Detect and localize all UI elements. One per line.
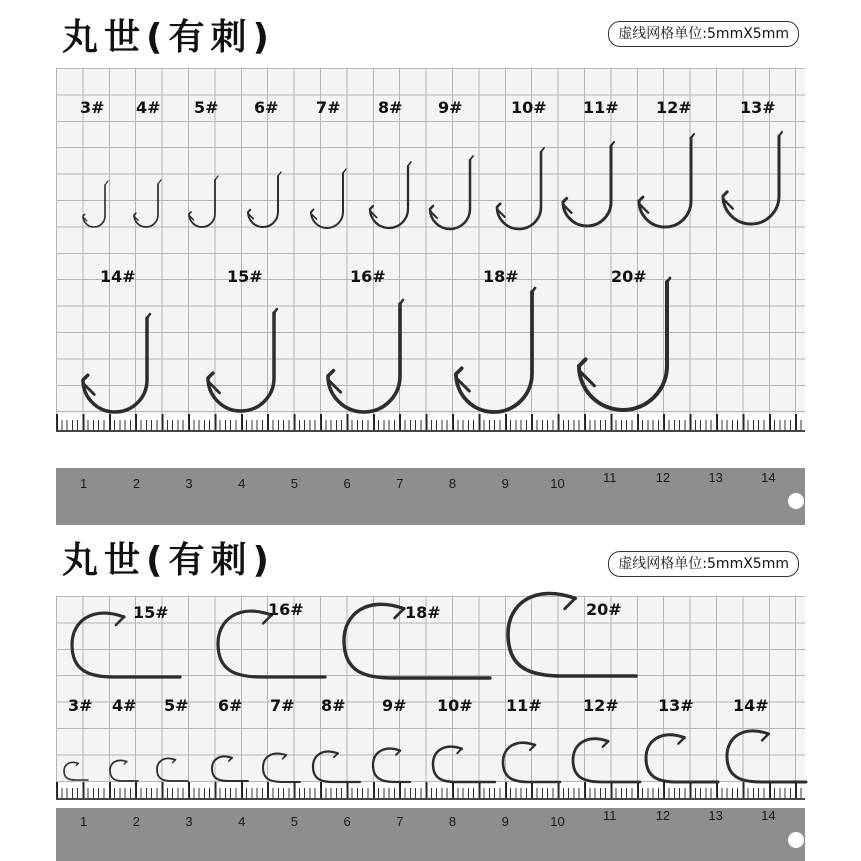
hook-size-label: 3# — [68, 696, 93, 715]
ruler-number: 9 — [501, 476, 509, 491]
fish-hook-barb — [396, 751, 400, 755]
fish-hook-eye — [532, 288, 535, 292]
ruler-number: 11 — [603, 808, 617, 823]
fish-hook-eye — [274, 309, 277, 313]
hook-size-label: 16# — [350, 267, 386, 286]
fish-hook-barb — [678, 738, 684, 744]
hook-size-label: 9# — [438, 98, 463, 117]
hook-size-label: 5# — [194, 98, 219, 117]
hook-size-label: 13# — [740, 98, 776, 117]
fish-hook — [646, 735, 718, 782]
fish-hook-barb — [457, 749, 462, 754]
fish-hook-eye — [541, 148, 544, 152]
fish-hook — [248, 176, 278, 227]
hook-size-label: 12# — [583, 696, 619, 715]
hook-size-label: 20# — [611, 267, 647, 286]
ruler-number: 7 — [396, 814, 404, 829]
ruler-number: 5 — [290, 476, 299, 491]
ruler-number: 7 — [396, 476, 404, 491]
hook-size-label: 14# — [100, 267, 136, 286]
ruler-number: 12 — [655, 808, 671, 823]
fish-hook-barb — [395, 609, 404, 618]
hook-size-label: 18# — [405, 603, 441, 622]
panel-title: 丸世(有刺) — [62, 540, 275, 581]
fish-hook-barb — [124, 762, 127, 765]
hook-size-label: 6# — [254, 98, 279, 117]
hook-size-label: 4# — [136, 98, 161, 117]
ruler-number: 3 — [185, 814, 193, 829]
fish-hook-eye — [105, 181, 108, 185]
fish-hook — [263, 754, 300, 782]
fish-hook-barb — [283, 755, 287, 759]
hooks-top-group — [83, 132, 782, 412]
ruler-number: 1 — [80, 476, 88, 491]
fish-hook-barb — [76, 763, 78, 765]
fish-hook — [497, 152, 541, 229]
ruler-number: 4 — [238, 476, 246, 491]
fish-hook — [311, 173, 343, 228]
fish-hook — [456, 292, 532, 412]
fish-hook-eye — [215, 176, 218, 180]
fish-hook — [563, 146, 611, 226]
fish-hook-eye — [611, 142, 614, 146]
hook-size-label: 16# — [268, 600, 304, 619]
fish-hook-eye — [470, 156, 473, 160]
hook-size-label: 7# — [270, 696, 295, 715]
hook-size-label: 4# — [112, 696, 137, 715]
fish-hook-eye — [667, 278, 670, 282]
ruler-number: 13 — [708, 470, 723, 485]
fish-hook-barb — [565, 598, 576, 609]
ruler-number: 6 — [343, 476, 351, 491]
fish-hook — [72, 613, 180, 677]
ruler-number: 12 — [655, 470, 671, 485]
fish-hook — [430, 160, 470, 229]
fish-hook — [573, 739, 640, 782]
hook-size-label: 3# — [80, 98, 105, 117]
hook-size-label: 11# — [583, 98, 619, 117]
ruler-number: 6 — [343, 814, 351, 829]
hook-size-label: 14# — [733, 696, 769, 715]
ruler-number: 8 — [448, 814, 457, 829]
hook-size-label: 6# — [218, 696, 243, 715]
fish-hook — [328, 304, 400, 412]
fish-hook-barb — [603, 741, 609, 747]
fish-hook — [639, 138, 691, 227]
fish-hook-eye — [400, 300, 403, 304]
hook-size-label: 8# — [321, 696, 346, 715]
ruler-number: 5 — [290, 814, 299, 829]
fish-hook — [218, 611, 325, 677]
fish-hook — [83, 318, 147, 412]
ruler-number: 1 — [80, 814, 88, 829]
hook-size-label: 10# — [511, 98, 547, 117]
ruler-number: 9 — [501, 814, 509, 829]
fish-hook-eye — [158, 180, 161, 184]
fish-hook-eye — [408, 162, 411, 166]
hook-size-label: 7# — [316, 98, 341, 117]
fish-hook-eye — [779, 132, 782, 136]
hook-size-label: 12# — [656, 98, 692, 117]
hook-size-label: 10# — [437, 696, 473, 715]
hook-size-label: 18# — [483, 267, 519, 286]
fish-hook-eye — [691, 134, 694, 138]
ruler-number: 10 — [550, 476, 565, 491]
fish-hook-barb — [173, 760, 176, 763]
ruler-number: 14 — [761, 470, 776, 485]
hook-size-label: 15# — [133, 603, 169, 622]
fish-hook — [433, 747, 495, 782]
fish-hook — [373, 749, 410, 782]
hook-size-label: 9# — [382, 696, 407, 715]
ruler-number: 8 — [448, 476, 457, 491]
fish-hook-eye — [343, 169, 346, 173]
grid-unit-badge: 虚线网格单位:5mmX5mm — [608, 551, 799, 577]
ruler-number: 13 — [708, 808, 723, 823]
ruler-number: 3 — [185, 476, 193, 491]
hook-size-label: 5# — [164, 696, 189, 715]
hook-size-label: 11# — [506, 696, 542, 715]
fish-hook — [313, 752, 360, 782]
ruler-number: 2 — [132, 814, 140, 829]
fish-hook — [723, 136, 779, 224]
fish-hook — [727, 731, 806, 782]
fish-hook-barb — [530, 745, 535, 750]
fish-hook — [579, 282, 667, 410]
fish-hook-eye — [278, 172, 281, 176]
fish-hook-barb — [116, 617, 124, 625]
fish-hook-barb — [334, 753, 338, 757]
grid-unit-badge: 虚线网格单位:5mmX5mm — [608, 21, 799, 47]
hook-size-label: 8# — [378, 98, 403, 117]
ruler-number: 10 — [550, 814, 565, 829]
hook-size-label: 13# — [658, 696, 694, 715]
fish-hook-barb — [229, 758, 232, 761]
hook-size-label: 15# — [227, 267, 263, 286]
ruler-number: 14 — [761, 808, 776, 823]
ruler-number: 4 — [238, 814, 246, 829]
ruler-number: 11 — [603, 470, 617, 485]
panel-title: 丸世(有刺) — [62, 17, 275, 58]
hook-size-label: 20# — [586, 600, 622, 619]
ruler-number: 2 — [132, 476, 140, 491]
fish-hook — [208, 313, 274, 411]
fish-hook — [370, 166, 408, 228]
fish-hook-barb — [762, 734, 769, 741]
fish-hook-eye — [147, 314, 150, 318]
